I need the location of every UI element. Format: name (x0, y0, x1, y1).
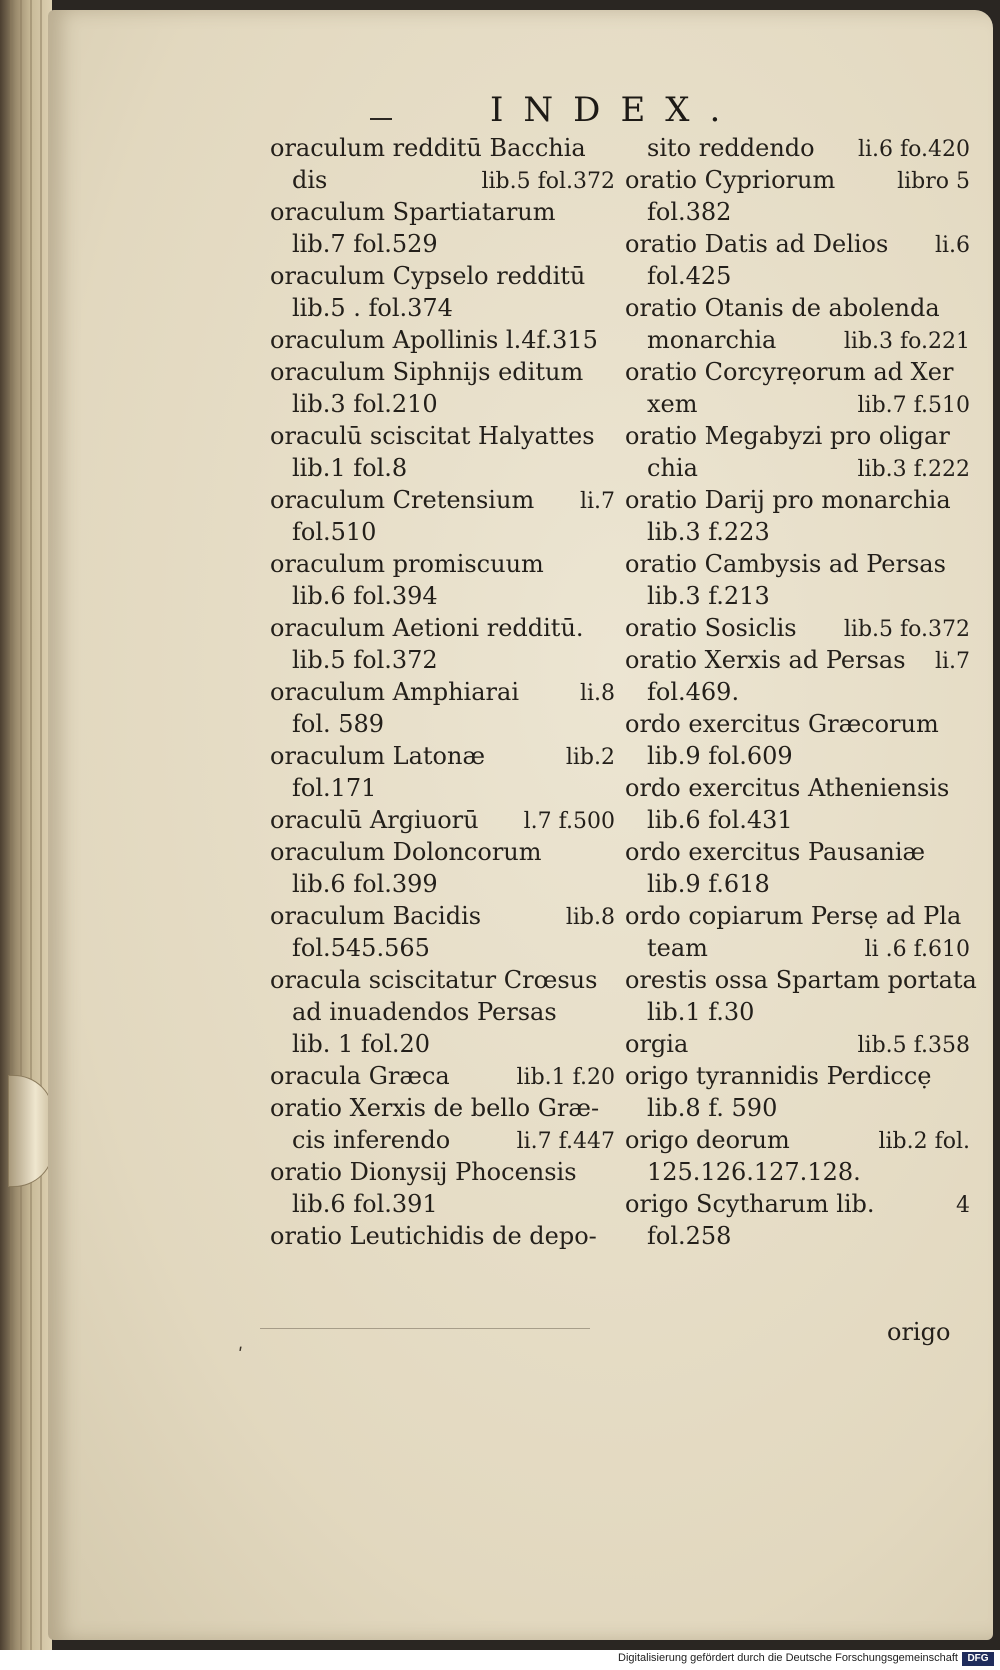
index-entry (625, 708, 970, 740)
index-entry-text: lib.5 . fol.374 (292, 294, 453, 322)
running-head: INDEX. (490, 90, 741, 130)
index-entry-text: lib.3 f.223 (647, 518, 770, 546)
index-entry-text: oraculum Cypselo redditū (270, 262, 586, 290)
index-entry-text: xem (647, 390, 698, 418)
index-entry (270, 996, 615, 1028)
index-entry-reference: lib.7 f.510 (857, 393, 970, 418)
index-entry-text: ordo copiarum Persẹ ad Pla (625, 902, 962, 930)
index-entry-text: ordo exercitus Pausaniæ (625, 838, 926, 866)
index-entry (625, 356, 970, 388)
index-entry-text: oraculum Spartiatarum (270, 198, 556, 226)
index-entry-text: oratio Xerxis ad Persas (625, 646, 906, 674)
index-entry-text: ad inuadendos Persas (292, 998, 557, 1026)
index-entry (270, 644, 615, 676)
index-entry-text: ordo exercitus Græcorum (625, 710, 939, 738)
index-entry-reference: lib.3 f.222 (857, 457, 970, 482)
index-entry (270, 612, 615, 644)
index-entry (270, 676, 615, 708)
index-entry-text: lib.1 fol.8 (292, 454, 408, 482)
running-head-dash (370, 118, 392, 120)
index-entry (270, 324, 615, 356)
index-entry-text: oraculum Latonæ (270, 742, 486, 770)
index-entry-text: oraculum redditū Bacchia (270, 134, 586, 162)
index-entry-text: origo tyrannidis Perdiccẹ (625, 1062, 932, 1090)
index-entry (270, 1188, 615, 1220)
index-entry-text: oratio Megabyzi pro oligar (625, 422, 950, 450)
index-entry (270, 292, 615, 324)
index-entry-reference: libro 5 (897, 169, 970, 194)
index-entry-reference: li.6 fo.420 (857, 137, 970, 162)
index-entry (625, 1028, 970, 1060)
index-entry-reference: lib.2 fol. (878, 1129, 970, 1154)
index-entry (270, 932, 615, 964)
index-entry (625, 964, 977, 996)
index-entry-text: lib.9 fol.609 (647, 742, 793, 770)
index-entry (270, 1156, 615, 1188)
index-entry-text: lib.1 f.30 (647, 998, 755, 1026)
index-entry-text: oracula sciscitatur Crœsus (270, 966, 598, 994)
index-entry (270, 356, 615, 388)
index-entry (625, 1156, 970, 1188)
index-entry-text: lib.6 fol.431 (647, 806, 793, 834)
index-entry (270, 964, 615, 996)
index-entry-reference: li .6 f.610 (864, 937, 970, 962)
index-entry-text: monarchia (647, 326, 777, 354)
index-entry-text: fol.425 (647, 262, 732, 290)
index-entry (625, 1060, 970, 1092)
index-entry-text: ordo exercitus Atheniensis (625, 774, 950, 802)
index-entry (270, 772, 615, 804)
index-entry-text: oratio Datis ad Delios (625, 230, 889, 258)
index-entry (625, 644, 970, 676)
index-entry (270, 836, 615, 868)
index-entry (270, 1124, 615, 1156)
index-entry (270, 388, 615, 420)
index-entry-reference: lib.5 f.358 (857, 1033, 970, 1058)
index-entry-reference: lib.5 fol.372 (481, 169, 615, 194)
index-entry (625, 996, 970, 1028)
index-entry (625, 548, 970, 580)
index-entry-text: lib.3 f.213 (647, 582, 770, 610)
index-entry-text: team (647, 934, 708, 962)
index-entry (625, 420, 970, 452)
dfg-logo: DFG (962, 1652, 994, 1666)
index-entry-text: oraculum Amphiarai (270, 678, 519, 706)
index-entry-reference: li.7 (934, 649, 970, 674)
ink-mark: ʹ (238, 1345, 244, 1366)
index-entry-text: oratio Dionysij Phocensis (270, 1158, 577, 1186)
index-entry-reference: li.7 (579, 489, 615, 514)
index-entry-text: oraculum Cretensium (270, 486, 535, 514)
index-entry (270, 132, 615, 164)
index-entry (625, 132, 970, 164)
index-entry-reference: li.7 f.447 (516, 1129, 615, 1154)
index-entry (270, 1060, 615, 1092)
index-entry-text: oratio Leutichidis de depo- (270, 1222, 597, 1250)
index-entry-reference: li.6 (934, 233, 970, 258)
index-entry (270, 740, 615, 772)
index-entry-text: lib.6 fol.394 (292, 582, 438, 610)
index-entry (625, 1188, 970, 1220)
index-entry (270, 580, 615, 612)
index-entry (270, 196, 615, 228)
index-entry (625, 612, 970, 644)
index-entry (625, 932, 970, 964)
index-entry (625, 676, 970, 708)
index-entry-text: fol.545.565 (292, 934, 430, 962)
index-entry-text: orestis ossa Spartam portata (625, 966, 977, 994)
index-entry (625, 1092, 970, 1124)
index-entry-text: oraculum Aetioni redditū. (270, 614, 584, 642)
index-entry (270, 868, 615, 900)
index-entry-reference: lib.8 (565, 905, 615, 930)
index-entry-text: lib.8 f. 590 (647, 1094, 778, 1122)
index-entry (625, 292, 970, 324)
index-entry-text: oraculum Siphnijs editum (270, 358, 584, 386)
index-entry (625, 836, 970, 868)
index-entry (270, 900, 615, 932)
index-entry (625, 388, 970, 420)
index-entry (270, 708, 615, 740)
index-entry-reference: lib.5 fo.372 (843, 617, 970, 642)
index-entry (625, 1124, 970, 1156)
index-entry-reference: lib.1 f.20 (516, 1065, 615, 1090)
index-entry (270, 1092, 615, 1124)
index-entry-text: oratio Otanis de abolenda (625, 294, 940, 322)
index-entry (625, 1220, 970, 1252)
index-entry-text: origo Scytharum lib. (625, 1190, 875, 1218)
index-entry (270, 452, 615, 484)
index-entry (270, 484, 615, 516)
index-entry-text: oraculum Bacidis (270, 902, 482, 930)
index-entry (625, 868, 970, 900)
index-entry (270, 804, 615, 836)
index-entry (625, 772, 970, 804)
index-entry-text: lib. 1 fol.20 (292, 1030, 431, 1058)
index-column-right (625, 132, 977, 1252)
index-entry (270, 1220, 615, 1252)
index-entry-reference: lib.2 (565, 745, 615, 770)
index-entry (625, 324, 970, 356)
index-entry-text: fol.382 (647, 198, 732, 226)
index-entry (270, 420, 615, 452)
index-entry-reference: 4 (956, 1193, 970, 1218)
index-entry (625, 804, 970, 836)
index-entry-text: oratio Xerxis de bello Græ- (270, 1094, 600, 1122)
index-column-left (270, 132, 615, 1252)
index-entry (625, 452, 970, 484)
index-entry (270, 548, 615, 580)
index-entry-text: cis inferendo (292, 1126, 451, 1154)
index-entry-text: lib.7 fol.529 (292, 230, 438, 258)
index-entry (270, 164, 615, 196)
index-entry-text: oraculum Doloncorum (270, 838, 542, 866)
index-entry (625, 516, 970, 548)
index-entry (625, 580, 970, 612)
index-entry (270, 228, 615, 260)
text-block-rule (260, 1328, 590, 1329)
index-entry-text: oratio Darij pro monarchia (625, 486, 951, 514)
index-entry-text: sito reddendo (647, 134, 815, 162)
index-entry (625, 228, 970, 260)
index-entry-reference: li.8 (579, 681, 615, 706)
index-entry-text: oratio Cypriorum (625, 166, 836, 194)
index-entry-text: oratio Cambysis ad Persas (625, 550, 946, 578)
index-entry-text: oratio Corcyrẹorum ad Xer (625, 358, 954, 386)
index-entry-text: fol.510 (292, 518, 377, 546)
index-entry-text: lib.3 fol.210 (292, 390, 438, 418)
index-entry (625, 900, 970, 932)
index-entry-reference: lib.3 fo.221 (843, 329, 970, 354)
index-entry-text: 125.126.127.128. (647, 1158, 861, 1186)
index-entry (625, 260, 970, 292)
index-entry-text: fol.171 (292, 774, 377, 802)
index-entry (270, 516, 615, 548)
index-entry-text: oraculum Apollinis l.4f.315 (270, 326, 598, 354)
index-entry-text: orgia (625, 1030, 689, 1058)
index-entry (625, 484, 970, 516)
index-entry-text: lib.5 fol.372 (292, 646, 438, 674)
book-edge (0, 0, 52, 1650)
index-entry (625, 164, 970, 196)
footer-credit: Digitalisierung gefördert durch die Deutsche Forschungsgemeinschaft (618, 1652, 958, 1664)
index-entry-text: oraculū sciscitat Halyattes (270, 422, 595, 450)
catchword: origo (887, 1318, 951, 1346)
index-entry-text: lib.6 fol.391 (292, 1190, 438, 1218)
index-entry-text: origo deorum (625, 1126, 790, 1154)
index-entry-text: fol.258 (647, 1222, 732, 1250)
index-entry-text: oratio Sosiclis (625, 614, 797, 642)
index-entry-text: fol.469. (647, 678, 740, 706)
index-entry-reference: l.7 f.500 (523, 809, 615, 834)
index-entry-text: oracula Græca (270, 1062, 450, 1090)
index-entry-text: oraculū Argiuorū (270, 806, 479, 834)
index-entry-text: chia (647, 454, 698, 482)
index-entry-text: dis (292, 166, 328, 194)
index-entry-text: oraculum promiscuum (270, 550, 544, 578)
index-entry-text: lib.9 f.618 (647, 870, 770, 898)
index-entry-text: fol. 589 (292, 710, 385, 738)
index-entry (270, 260, 615, 292)
index-entry (625, 196, 970, 228)
index-entry-text: lib.6 fol.399 (292, 870, 438, 898)
index-entry (270, 1028, 615, 1060)
index-entry (625, 740, 970, 772)
